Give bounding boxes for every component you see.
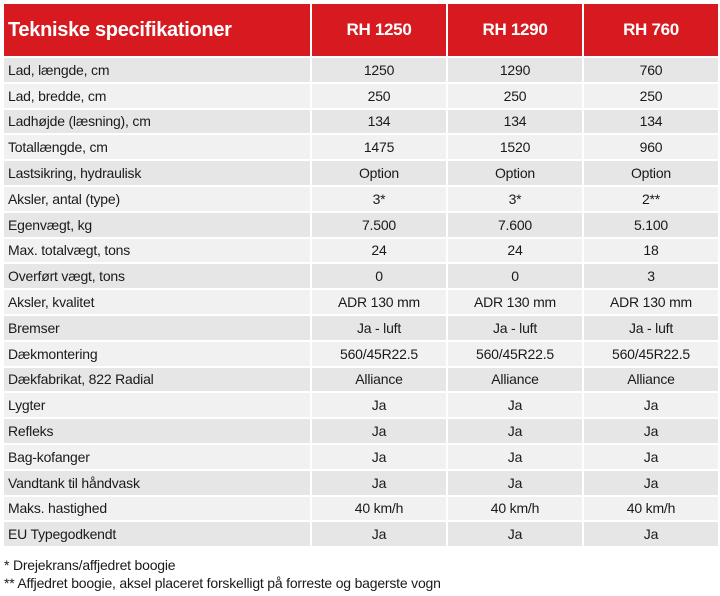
row-label: EU Typegodkendt (4, 522, 310, 546)
cell-value: ADR 130 mm (584, 290, 718, 314)
table-row (4, 342, 718, 366)
cell-value: Ja (584, 393, 718, 417)
cell-value: Alliance (448, 368, 582, 392)
cell-value: Ja (584, 419, 718, 443)
row-label: Bag-kofanger (4, 445, 310, 469)
cell-value: Option (312, 161, 446, 185)
table-row (4, 264, 718, 288)
cell-value: 560/45R22.5 (448, 342, 582, 366)
table-row (4, 239, 718, 263)
table-header-row (4, 4, 718, 56)
row-label: Totallængde, cm (4, 135, 310, 159)
cell-value: 134 (448, 110, 582, 134)
cell-value: Ja (448, 522, 582, 546)
cell-value: 2** (584, 187, 718, 211)
cell-value: 40 km/h (448, 497, 582, 521)
cell-value: 0 (312, 264, 446, 288)
cell-value: 1475 (312, 135, 446, 159)
row-label: Maks. hastighed (4, 497, 310, 521)
cell-value: Ja (312, 393, 446, 417)
row-label: Overført vægt, tons (4, 264, 310, 288)
cell-value: 3* (312, 187, 446, 211)
cell-value: Ja (448, 393, 582, 417)
spec-table (2, 2, 720, 548)
row-label: Vandtank til håndvask (4, 471, 310, 495)
row-label: Egenvægt, kg (4, 213, 310, 237)
row-label: Lad, bredde, cm (4, 84, 310, 108)
row-label: Bremser (4, 316, 310, 340)
cell-value: 24 (448, 239, 582, 263)
cell-value: Ja - luft (448, 316, 582, 340)
table-row (4, 84, 718, 108)
cell-value: 0 (448, 264, 582, 288)
column-header-model: RH 760 (584, 4, 718, 56)
row-label: Ladhøjde (læsning), cm (4, 110, 310, 134)
cell-value: Option (448, 161, 582, 185)
row-label: Lastsikring, hydraulisk (4, 161, 310, 185)
table-row (4, 187, 718, 211)
row-label: Dækmontering (4, 342, 310, 366)
table-row (4, 368, 718, 392)
cell-value: 250 (448, 84, 582, 108)
cell-value: 5.100 (584, 213, 718, 237)
cell-value: 1290 (448, 58, 582, 82)
table-title: Tekniske specifikationer (4, 4, 310, 56)
cell-value: Ja - luft (312, 316, 446, 340)
row-label: Lad, længde, cm (4, 58, 310, 82)
cell-value: 24 (312, 239, 446, 263)
cell-value: ADR 130 mm (312, 290, 446, 314)
row-label: Lygter (4, 393, 310, 417)
footnotes (4, 556, 441, 592)
column-header-model: RH 1250 (312, 4, 446, 56)
row-label: Dækfabrikat, 822 Radial (4, 368, 310, 392)
cell-value: 40 km/h (584, 497, 718, 521)
cell-value: 250 (312, 84, 446, 108)
cell-value: Ja (312, 471, 446, 495)
cell-value: Ja - luft (584, 316, 718, 340)
cell-value: ADR 130 mm (448, 290, 582, 314)
cell-value: 560/45R22.5 (584, 342, 718, 366)
table-row (4, 110, 718, 134)
column-header-model: RH 1290 (448, 4, 582, 56)
cell-value: Alliance (312, 368, 446, 392)
table-row (4, 290, 718, 314)
table-row (4, 58, 718, 82)
cell-value: Ja (312, 445, 446, 469)
cell-value: Ja (312, 522, 446, 546)
cell-value: 134 (584, 110, 718, 134)
footnote-single-asterisk: * Drejekrans/affjedret boogie (4, 557, 176, 573)
table-row (4, 471, 718, 495)
cell-value: 7.500 (312, 213, 446, 237)
cell-value: Ja (584, 471, 718, 495)
table-row (4, 213, 718, 237)
cell-value: Ja (584, 522, 718, 546)
cell-value: Option (584, 161, 718, 185)
cell-value: 250 (584, 84, 718, 108)
cell-value: 1520 (448, 135, 582, 159)
cell-value: Ja (448, 471, 582, 495)
table-row (4, 161, 718, 185)
cell-value: 760 (584, 58, 718, 82)
table-row (4, 497, 718, 521)
cell-value: 134 (312, 110, 446, 134)
table-row (4, 419, 718, 443)
cell-value: 3 (584, 264, 718, 288)
table-row (4, 393, 718, 417)
footnote-double-asterisk: ** Affjedret boogie, aksel placeret forskelligt på forreste og bagerste vogn (4, 575, 441, 591)
table-row (4, 316, 718, 340)
cell-value: 1250 (312, 58, 446, 82)
cell-value: 18 (584, 239, 718, 263)
cell-value: 3* (448, 187, 582, 211)
cell-value: 560/45R22.5 (312, 342, 446, 366)
cell-value: Ja (448, 445, 582, 469)
cell-value: 7.600 (448, 213, 582, 237)
table-row (4, 135, 718, 159)
cell-value: 960 (584, 135, 718, 159)
cell-value: Alliance (584, 368, 718, 392)
table-row (4, 445, 718, 469)
cell-value: 40 km/h (312, 497, 446, 521)
row-label: Aksler, antal (type) (4, 187, 310, 211)
cell-value: Ja (312, 419, 446, 443)
cell-value: Ja (448, 419, 582, 443)
row-label: Max. totalvægt, tons (4, 239, 310, 263)
row-label: Refleks (4, 419, 310, 443)
cell-value: Ja (584, 445, 718, 469)
row-label: Aksler, kvalitet (4, 290, 310, 314)
table-row (4, 522, 718, 546)
